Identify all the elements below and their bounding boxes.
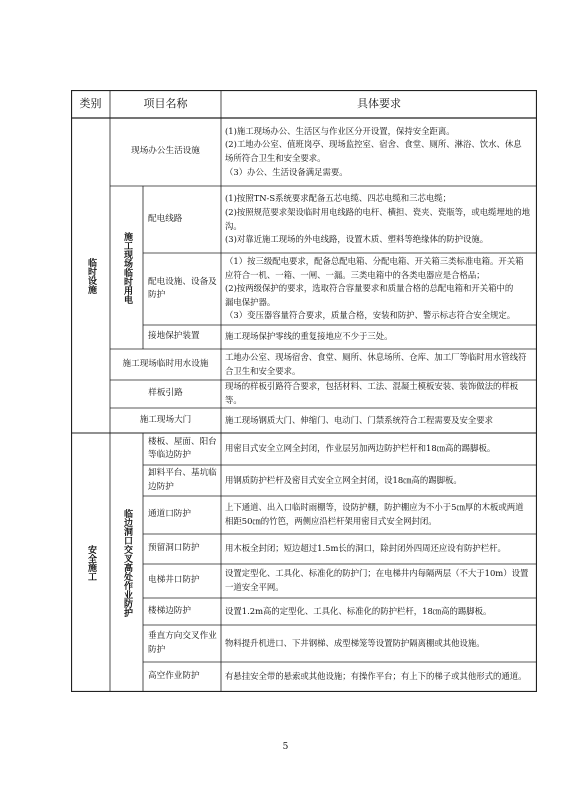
item-name: 配电设施、设备及防护 — [148, 276, 217, 300]
item-requirements: 施工现场保护零线的重复接地应不少于三处。 — [225, 331, 393, 342]
item-name: 高空作业防护 — [148, 671, 200, 682]
item-name: 电梯井口防护 — [148, 575, 200, 586]
item-name: 卸料平台、基坑临边防护 — [148, 468, 217, 492]
item-requirements: 用密目式安全立网全封闭，作业层另加两边防护栏杆和18㎝高的踢脚板。 — [225, 443, 496, 454]
group-edge-opening-protection: 临边洞口交叉高处作业防护 — [122, 508, 132, 617]
item-name: 配电线路 — [148, 213, 183, 224]
item-requirements: 施工现场钢质大门、伸缩门、电动门、门禁系统符合工程需要及安全要求 — [225, 414, 493, 425]
page-number: 5 — [282, 742, 289, 752]
item-requirements: (1)按照TN-S系统要求配备五芯电缆、四芯电缆和三芯电缆； (2)按照规范要求架设临时用电线路的电杆、横担、瓷夹、瓷瓶等，或电缆埋地的地沟。 (3)对靠近施工现场的外电线路，设置木质、塑料等绝缘体的防护设施。 — [225, 193, 530, 245]
item-requirements: 用木板全封闭；短边超过1.5m长的洞口，除封闭外四周还应设有防护栏杆。 — [225, 543, 506, 554]
item-requirements: 现场的样板引路符合要求，包括材料、工法、混凝土模板安装、装饰做法的样板等。 — [225, 381, 519, 405]
item-requirements: 设置定型化、工具化、标准化的防护门；在电梯井内每隔两层（不大于10m）设置 一道安全平网。 — [225, 568, 529, 592]
item-requirements: 用钢质防护栏杆及密目式安全立网全封闭，设18㎝高的踢脚板。 — [225, 474, 462, 485]
header-requirements: 具体要求 — [357, 97, 401, 111]
group-temporary-power: 施工现场临时用电 — [122, 231, 132, 304]
item-requirements: (1)施工现场办公、生活区与作业区分开设置，保持安全距离。 (2)工地办公室、值班岗亭、现场监控室、宿舍、食堂、厕所、淋浴、饮水、休息 场所符合卫生和安全要求。 （3）办公、生活设备满足需要。 — [225, 125, 522, 177]
item-requirements: 有悬挂安全带的悬索或其他设施；有操作平台；有上下的梯子或其他形式的通道。 — [225, 671, 527, 682]
item-requirements: 工地办公室、现场宿舍、食堂、厕所、休息场所、仓库、加工厂等临时用水管线符 合卫生和安全要求。 — [225, 351, 527, 376]
item-name: 施工现场大门 — [139, 414, 192, 425]
item-name: 通道口防护 — [148, 509, 191, 520]
item-requirements: 上下通道、出入口临时雨棚等，设防护棚，防护棚应为不小于5㎝厚的木板或两道 相距50㎝的竹笆，两侧应沿栏杆架用密目式安全网封闭。 — [225, 502, 524, 526]
item-name: 垂直方向交叉作业防护 — [148, 631, 217, 655]
item-requirements: 物料提升机进口、下井钢梯、成型梯笼等设置防护隔离棚或其他设施。 — [225, 637, 485, 648]
header-category: 类别 — [79, 97, 102, 111]
item-name: 施工现场临时用水设施 — [122, 358, 209, 369]
item-name: 楼梯边防护 — [148, 605, 191, 616]
item-name: 样板引路 — [148, 388, 183, 399]
requirements-table — [71, 90, 537, 692]
item-name: 现场办公生活设施 — [131, 146, 200, 157]
header-item-name: 项目名称 — [143, 97, 188, 111]
item-name: 楼板、屋面、阳台等临边防护 — [148, 436, 217, 460]
item-name: 预留洞口防护 — [148, 543, 200, 554]
item-name: 接地保护装置 — [148, 331, 200, 342]
category-temporary-facilities: 临时设施 — [86, 257, 96, 294]
item-requirements: （1）按三级配电要求，配备总配电箱、分配电箱、开关箱三类标准电箱。开关箱 应符合一机、一箱、一闸、一漏。三类电箱中的各类电器应是合格品； (2)按两级保护的要求，选取符合容量要求和质量合格的总配电箱和开关箱中的 漏电保护器。 （3）变压器容量符合要求，质量合格，安装和防护、警示标志符合安全规定。 — [225, 256, 524, 321]
item-requirements: 设置1.2m高的定型化、工具化、标准化的防护栏杆，18㎝高的踢脚板。 — [225, 605, 492, 616]
category-safety-construction: 安全施工 — [86, 544, 96, 581]
